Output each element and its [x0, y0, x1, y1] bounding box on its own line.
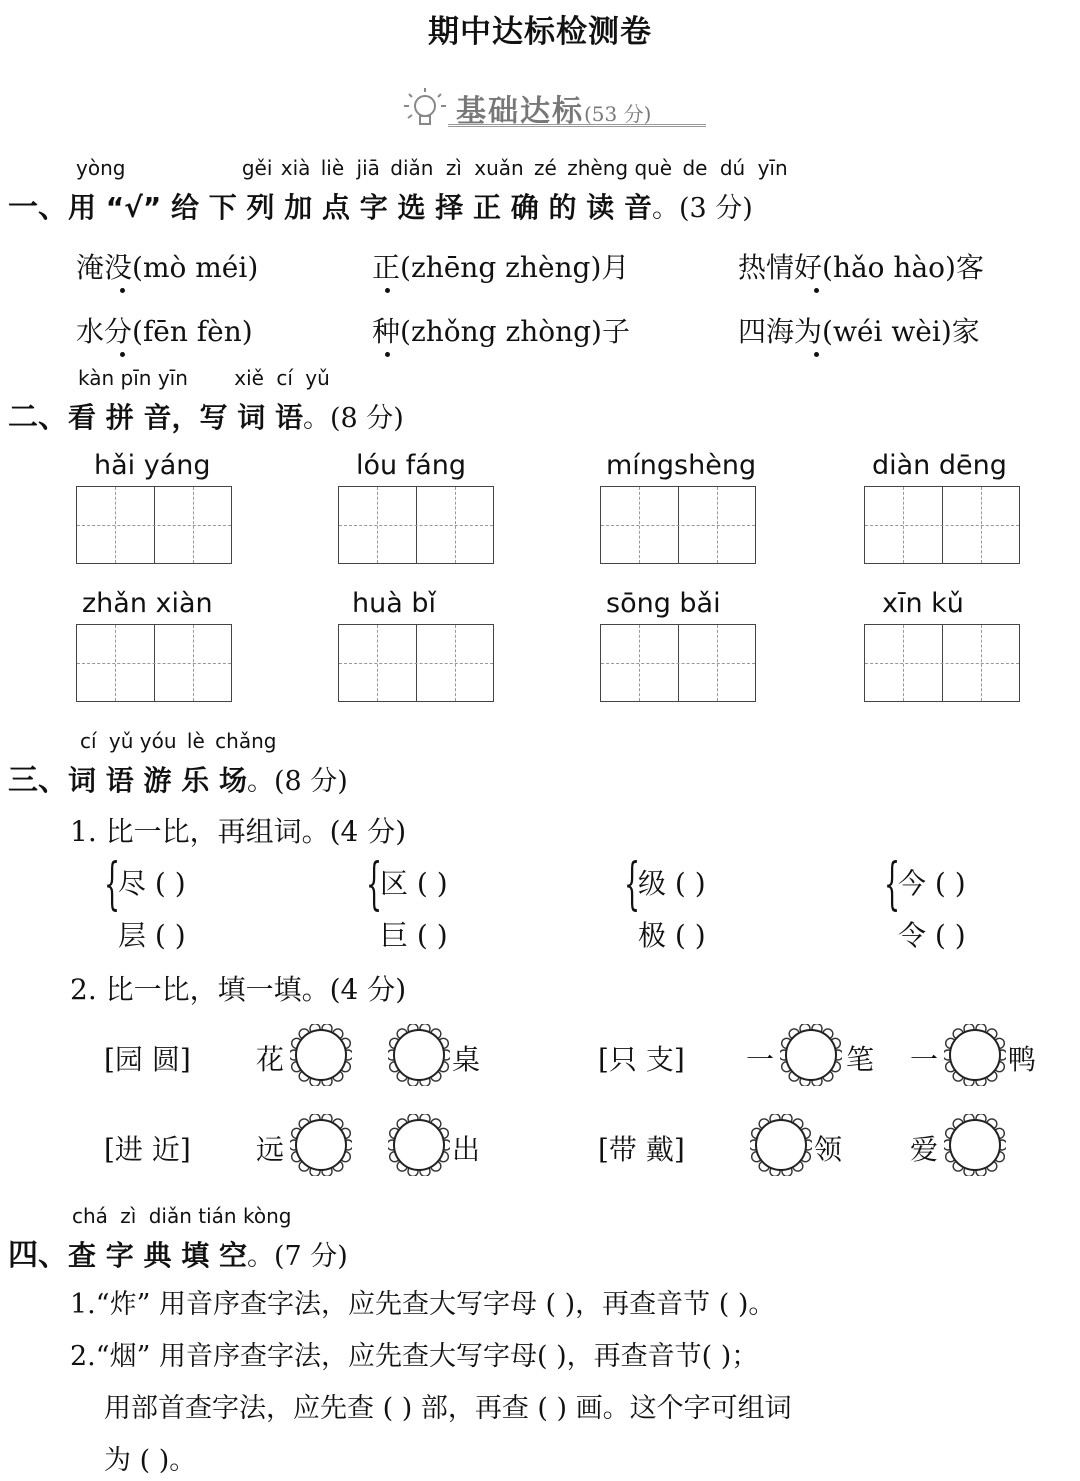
pinyin: jiā: [356, 156, 380, 180]
q4-text: 查 字 典 填 空: [68, 1239, 247, 1272]
q4-line4: 为 ( )。: [104, 1445, 197, 1476]
options: (hǎo hào): [822, 251, 956, 284]
writing-grid[interactable]: [76, 486, 232, 564]
q2-points: 。(8 分): [303, 403, 404, 434]
q4-points: 。(7 分): [247, 1241, 348, 1272]
flower-answer-box[interactable]: [780, 1024, 842, 1086]
pinyin: yīn: [757, 156, 788, 180]
q4-heading: [8, 1230, 348, 1274]
flower-answer-box[interactable]: [388, 1114, 450, 1176]
fill-text: 笔: [846, 1043, 875, 1076]
options: (wéi wèi): [822, 315, 952, 348]
writing-grid[interactable]: [600, 486, 756, 564]
q1-row2-item2: [372, 310, 630, 350]
pinyin: zì: [445, 156, 462, 180]
pinyin: de: [682, 156, 708, 180]
pinyin: pīn: [120, 366, 152, 390]
grid-pinyin: sōng bǎi: [606, 588, 721, 619]
flower-outline: [388, 1024, 450, 1086]
q2-number: 二、: [8, 400, 68, 435]
tail: 月: [601, 251, 630, 284]
q2-text: 看 拼 音，写 词 语: [68, 401, 303, 434]
pinyin: diǎn: [390, 156, 434, 180]
grid-pinyin: huà bǐ: [352, 588, 436, 619]
q3-sub2: 2. 比一比，填一填。(4 分): [70, 973, 407, 1006]
emphasis-dot: [814, 288, 819, 293]
flower-outline: [944, 1114, 1006, 1176]
q4-line2: 2.“烟” 用音序查字法，应先查大写字母( )，再查音节( )；: [70, 1341, 759, 1372]
pinyin: diǎn: [148, 1204, 192, 1228]
choice-bracket: [只 支]: [598, 1043, 685, 1076]
fill-text: 领: [814, 1133, 843, 1166]
pinyin: zì: [120, 1204, 137, 1228]
pinyin: chǎng: [215, 729, 277, 753]
fill-text: 鸭: [1008, 1043, 1037, 1076]
brace: {: [624, 852, 641, 917]
writing-grid[interactable]: [600, 624, 756, 702]
pinyin: yǔ: [305, 366, 330, 390]
pinyin: xiě: [234, 366, 264, 390]
fill-text: 一: [746, 1043, 775, 1076]
brace: {: [884, 852, 901, 917]
grid-pinyin: zhǎn xiàn: [82, 588, 213, 619]
flower-answer-box[interactable]: [944, 1024, 1006, 1086]
flower-outline: [290, 1114, 352, 1176]
emphasis-dot: [120, 288, 125, 293]
choice-bracket: [园 圆]: [104, 1043, 191, 1076]
writing-grid[interactable]: [338, 486, 494, 564]
q1-row1-item1: [76, 246, 258, 286]
choice-bracket: [带 戴]: [598, 1133, 685, 1166]
emphasis-dot: [120, 352, 125, 357]
flower-outline: [290, 1024, 352, 1086]
q3-number: 三、: [8, 763, 68, 798]
writing-grid[interactable]: [76, 624, 232, 702]
fill-text: 一: [910, 1043, 939, 1076]
page-title: 期中达标检测卷: [428, 14, 652, 50]
q1-row2-item1: [76, 310, 253, 350]
q1-points: 。(3 分): [651, 193, 753, 224]
pinyin: yóu: [139, 729, 177, 753]
emphasis-dot: [814, 352, 819, 357]
pair-top: 级 ( ): [638, 867, 706, 900]
pair-top: 尽 ( ): [118, 867, 186, 900]
flower-answer-box[interactable]: [750, 1114, 812, 1176]
q1-row2-item3: [738, 310, 980, 350]
word: 种: [372, 315, 401, 348]
grid-pinyin: diàn dēng: [872, 450, 1007, 481]
pinyin: què: [634, 156, 673, 180]
flower-answer-box[interactable]: [290, 1024, 352, 1086]
brace: {: [366, 852, 383, 917]
pinyin: kàn: [78, 366, 115, 390]
pinyin: zhèng: [567, 156, 629, 180]
tail: 家: [951, 315, 980, 348]
fill-text: 花: [256, 1043, 285, 1076]
pinyin: xuǎn: [474, 156, 524, 180]
banner-label-text: 基础达标: [456, 94, 584, 129]
pinyin: yòng: [76, 156, 126, 180]
pair-bottom: 层 ( ): [118, 919, 186, 952]
options: (fēn fèn): [132, 315, 253, 348]
pair-bottom: 巨 ( ): [380, 919, 448, 952]
section-banner: [400, 84, 710, 132]
options: (mò méi): [132, 251, 259, 284]
pinyin: liè: [320, 156, 345, 180]
pinyin: xià: [280, 156, 311, 180]
pinyin: tián: [198, 1204, 237, 1228]
emphasis-dot: [385, 352, 390, 357]
lightbulb-icon: [400, 84, 450, 132]
q4-pinyin: [72, 1206, 291, 1226]
pinyin: dú: [719, 156, 746, 180]
banner-points: (53 分): [584, 102, 652, 126]
q2-heading: [8, 392, 404, 436]
q1-pinyin: [76, 158, 788, 178]
pinyin: kòng: [242, 1204, 292, 1228]
flower-answer-box[interactable]: [388, 1024, 450, 1086]
tail: 子: [601, 315, 630, 348]
grid-pinyin: hǎi yáng: [94, 450, 211, 481]
q1-row1-item3: [738, 246, 984, 286]
options: (zhēng zhèng): [400, 251, 602, 284]
q1-row1-item2: [372, 246, 629, 286]
fill-text: 爱: [910, 1133, 939, 1166]
q4-line1: 1.“炸” 用音序查字法，应先查大写字母 ( )，再查音节 ( )。: [70, 1289, 776, 1320]
q3-pinyin: [80, 731, 276, 751]
q4-number: 四、: [8, 1238, 68, 1273]
q2-pinyin: [78, 368, 330, 388]
flower-outline: [944, 1024, 1006, 1086]
banner-underline: [448, 124, 706, 127]
pinyin: yīn: [157, 366, 188, 390]
word: 热情好: [738, 251, 823, 284]
pair-top: 今 ( ): [898, 867, 966, 900]
pair-bottom: 极 ( ): [638, 919, 706, 952]
fill-text: 出: [452, 1133, 481, 1166]
q3-text: 词 语 游 乐 场: [68, 764, 247, 797]
emphasis-dot: [385, 288, 390, 293]
word: 正: [372, 251, 401, 284]
pair-top: 区 ( ): [380, 867, 448, 900]
writing-grid[interactable]: [864, 624, 1020, 702]
flower-answer-box[interactable]: [290, 1114, 352, 1176]
fill-text: 远: [256, 1133, 285, 1166]
options: (zhǒng zhòng): [400, 315, 602, 348]
brace: {: [104, 852, 121, 917]
grid-pinyin: míngshèng: [606, 450, 757, 481]
q3-heading: [8, 755, 348, 799]
q3-sub1: 1. 比一比，再组词。(4 分): [70, 815, 407, 848]
pinyin: cí: [276, 366, 293, 390]
grid-pinyin: xīn kǔ: [882, 588, 964, 619]
pinyin: chá: [72, 1204, 108, 1228]
flower-outline: [780, 1024, 842, 1086]
choice-bracket: [进 近]: [104, 1133, 191, 1166]
word: 淹没: [76, 251, 133, 284]
pair-bottom: 令 ( ): [898, 919, 966, 952]
grid-pinyin: lóu fáng: [356, 450, 467, 481]
pinyin: yǔ: [108, 729, 134, 753]
q1-heading: [8, 182, 753, 226]
pinyin: cí: [80, 729, 97, 753]
pinyin: zé: [534, 156, 557, 180]
word: 水分: [76, 315, 133, 348]
word: 四海为: [738, 315, 823, 348]
writing-grid[interactable]: [338, 624, 494, 702]
tail: 客: [955, 251, 984, 284]
q3-points: 。(8 分): [247, 766, 348, 797]
q1-number: 一、: [8, 190, 68, 225]
flower-outline: [750, 1114, 812, 1176]
flower-outline: [388, 1114, 450, 1176]
fill-text: 桌: [452, 1043, 481, 1076]
q4-line3: 用部首查字法，应先查 ( ) 部，再查 ( ) 画。这个字可组词: [104, 1393, 792, 1424]
q1-text: 用 “√” 给 下 列 加 点 字 选 择 正 确 的 读 音: [68, 191, 652, 224]
writing-grid[interactable]: [864, 486, 1020, 564]
pinyin: lè: [186, 729, 205, 753]
pinyin: gěi: [241, 156, 273, 180]
flower-answer-box[interactable]: [944, 1114, 1006, 1176]
